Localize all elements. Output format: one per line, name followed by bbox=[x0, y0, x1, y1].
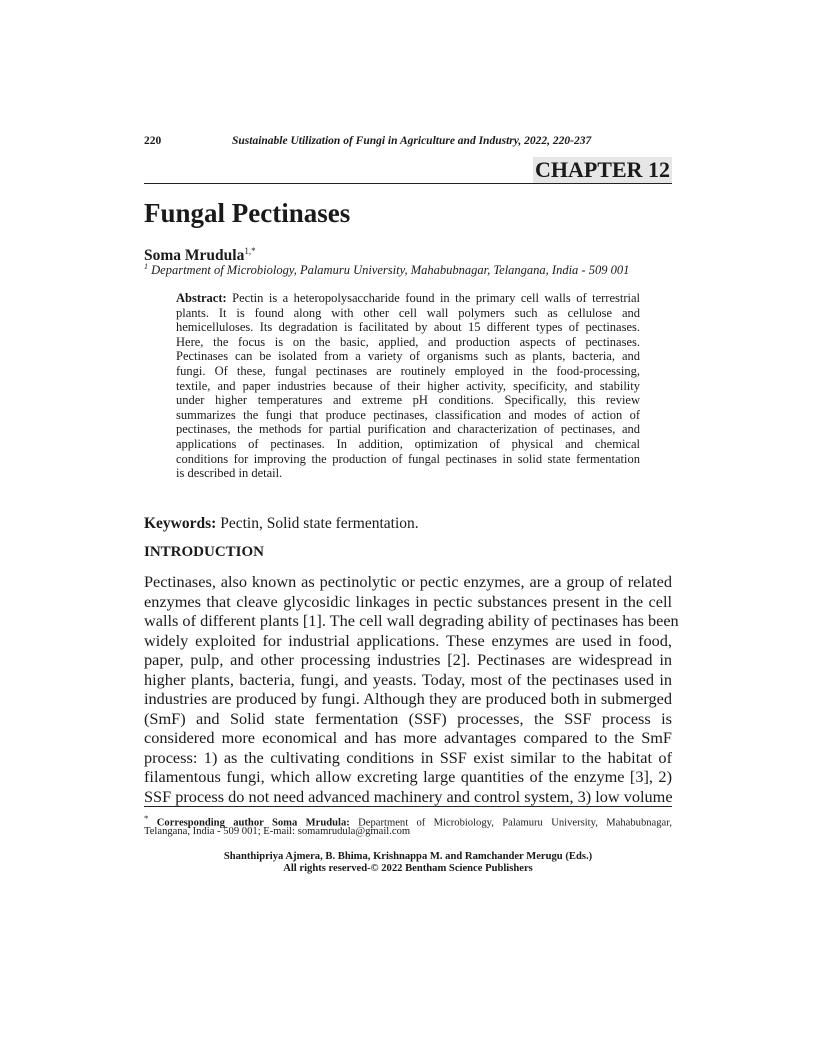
page-title: Fungal Pectinases bbox=[144, 198, 351, 228]
abstract-line: hemicelluloses. Its degradation is facilitated by about 15 different types of pectinases. bbox=[176, 320, 640, 335]
paragraph-line: process: 1) as the cultivating conditions in SSF exist similar to the habitat of bbox=[144, 747, 672, 767]
affiliation bbox=[144, 262, 629, 278]
affiliation-superscript: 1 bbox=[144, 262, 148, 271]
footnote bbox=[144, 812, 672, 838]
paragraph-line: industries are produced by fungi. Although they are produced both in submerged bbox=[144, 689, 672, 708]
footnote-label: Corresponding author Soma Mrudula: bbox=[156, 817, 350, 829]
editors: Shanthipriya Ajmera, B. Bhima, Krishnappa M. and Ramchander Merugu (Eds.) bbox=[223, 851, 593, 862]
section-heading: INTRODUCTION bbox=[144, 544, 265, 560]
abstract-line: plants. It is found along with other cell wall polymers such as cellulose and bbox=[176, 305, 640, 320]
header-divider bbox=[144, 183, 672, 184]
abstract-line: Pectinases can be isolated from a variety of organisms such as plants, bacteria, and bbox=[176, 349, 640, 364]
keywords-label: Keywords: bbox=[144, 515, 217, 532]
footnote-line: Telangana, India - 509 001; E-mail: somamrudula@gmail.com bbox=[144, 826, 411, 837]
paragraph-line: Pectinases, also known as pectinolytic or pectic enzymes, are a group of related bbox=[144, 572, 672, 591]
copyright: All rights reserved-© 2022 Bentham Science Publishers bbox=[283, 863, 533, 874]
abstract-line: conditions for improving the production of fungal pectinases in solid state fermentation bbox=[176, 451, 640, 466]
abstract-text: Pectin is a heteropolysaccharide found in the primary cell walls of terrestrial bbox=[226, 291, 640, 305]
chapter-label: CHAPTER 12 bbox=[534, 157, 670, 182]
abstract-label: Abstract: bbox=[176, 291, 227, 305]
affiliation-text: Department of Microbiology, Palamuru University, Mahabubnagar, Telangana, India - 509 001 bbox=[151, 263, 630, 278]
page-number: 220 bbox=[144, 135, 162, 147]
keywords bbox=[144, 515, 419, 533]
abstract-line: is described in detail. bbox=[176, 466, 283, 481]
author-name: Soma Mrudula bbox=[144, 247, 245, 265]
abstract-line: under higher temperatures and extreme pH conditions. Specifically, this review bbox=[176, 393, 640, 408]
journal-title: Sustainable Utilization of Fungi in Agriculture and Industry, 2022, 220-237 bbox=[232, 135, 592, 147]
abstract-line: Here, the focus is on the basic, applied, and production aspects of pectinases. bbox=[176, 334, 640, 349]
footnote-marker: * bbox=[144, 813, 149, 823]
paragraph-line: (SmF) and Solid state fermentation (SSF) processes, the SSF process is bbox=[144, 708, 672, 728]
abstract bbox=[176, 291, 640, 481]
abstract-line: applications of pectinases. In addition, optimization of physical and chemical bbox=[176, 436, 640, 451]
footnote-line bbox=[144, 812, 672, 829]
footnote-text: Department of Microbiology, Palamuru University, Mahabubnagar, bbox=[349, 817, 672, 829]
paragraph-line: SSF process do not need advanced machinery and control system, 3) low volume bbox=[144, 786, 673, 806]
abstract-line: summarizes the fungi that produce pectinases, classification and modes of action of bbox=[176, 407, 640, 422]
paragraph-line: enzymes that cleave glycosidic linkages in pectic substances present in the cell bbox=[144, 591, 672, 611]
paragraph-line: considered more economical and has more advantages compared to the SmF bbox=[144, 728, 672, 747]
abstract-line: fungi. Of these, fungal pectinases are routinely employed in the food-processing, bbox=[176, 363, 640, 378]
paragraph-line: paper, pulp, and other processing industries [2]. Pectinases are widespread in bbox=[144, 650, 672, 669]
paragraph-line: filamentous fungi, which allow excreting large quantities of the enzyme [3], 2) bbox=[144, 767, 672, 786]
introduction-body bbox=[144, 572, 679, 806]
editors-block bbox=[144, 851, 672, 875]
author-superscript: 1,* bbox=[244, 246, 256, 256]
paragraph-line: widely exploited for industrial applications. These enzymes are used in food, bbox=[144, 630, 672, 650]
footnote-divider bbox=[144, 806, 672, 807]
paragraph-line: walls of different plants [1]. The cell wall degrading ability of pectinases has been bbox=[144, 611, 679, 630]
abstract-line: textile, and paper industries because of their higher activity, specificity, and stability bbox=[176, 378, 640, 393]
keywords-text: Pectin, Solid state fermentation. bbox=[216, 515, 419, 532]
abstract-line bbox=[176, 291, 640, 306]
abstract-line: pectinases, the methods for partial purification and characterization of pectinases, and bbox=[176, 422, 640, 437]
paragraph-line: higher plants, bacteria, fungi, and yeasts. Today, most of the pectinases used in bbox=[144, 669, 672, 689]
